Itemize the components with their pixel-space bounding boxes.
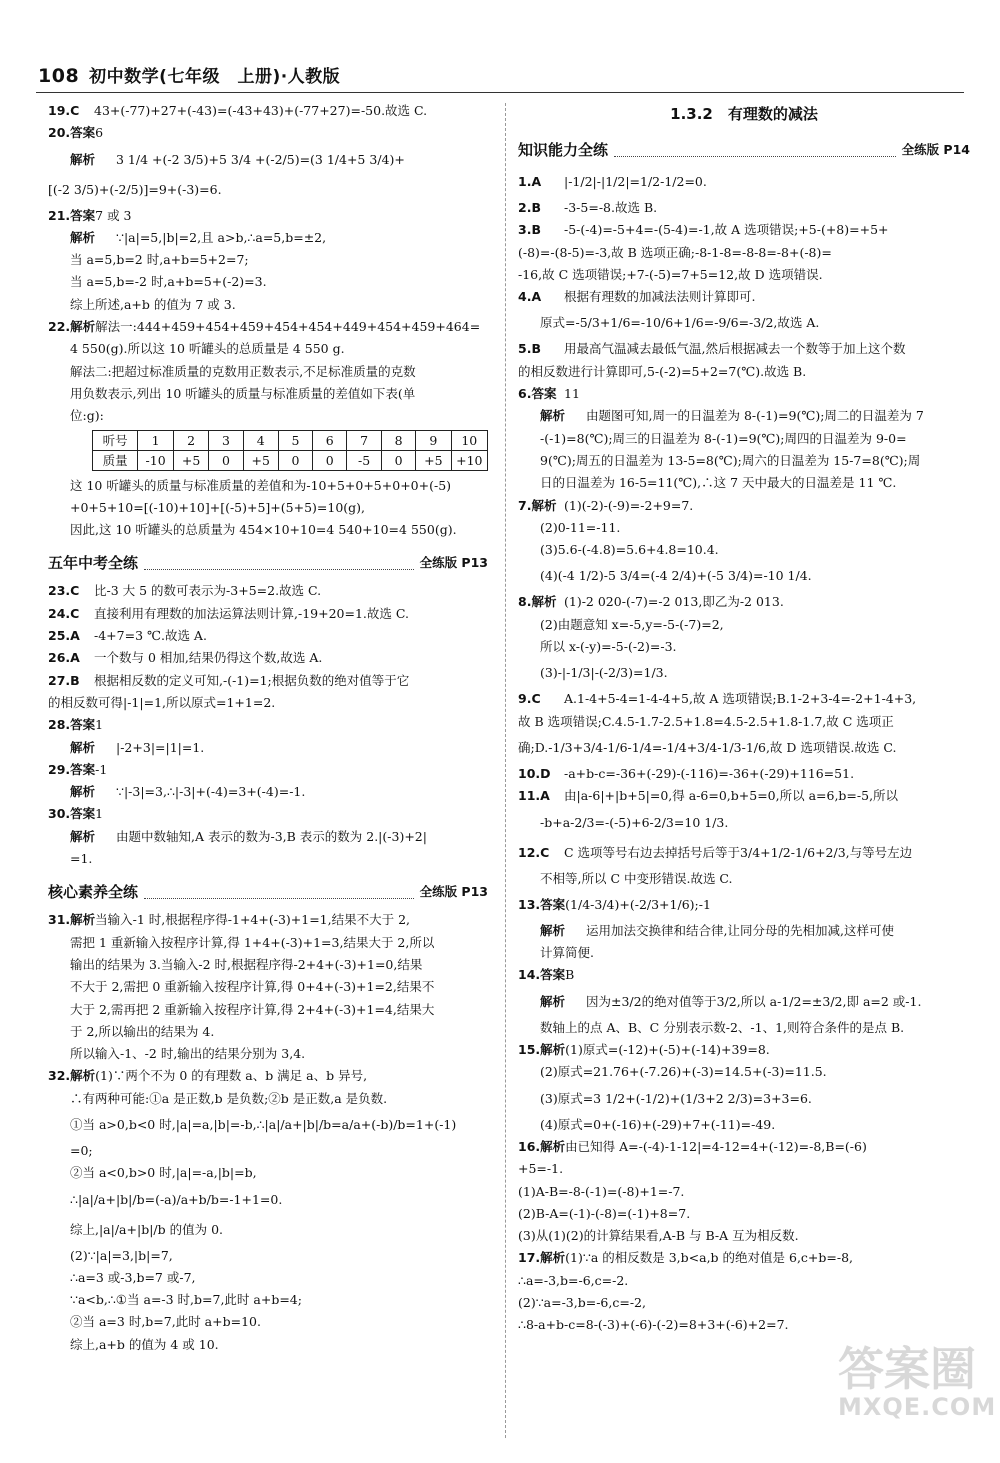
answer-text: 当 a=5,b=2 时,a+b=5+2=7;	[70, 252, 249, 268]
page-header	[38, 62, 340, 87]
answer-line	[518, 808, 970, 838]
watermark	[838, 1342, 997, 1435]
answer-tag: 解析	[70, 151, 96, 167]
answer-text: |-1/2|-|1/2|=1/2-1/2=0.	[564, 174, 707, 189]
answer-text: 根据相反数的定义可知,-(-1)=1;根据负数的绝对值等于它	[94, 672, 410, 688]
answer-text: 因为±3/2的绝对值等于3/2,所以 a-1/2=±3/2,即 a=2 或-1.	[586, 993, 922, 1009]
answer-line	[48, 714, 488, 736]
answer-line	[48, 1311, 488, 1333]
answer-line	[518, 987, 970, 1017]
table-cell: 0	[313, 450, 347, 470]
answer-line	[518, 167, 970, 197]
dotted-leader	[144, 557, 414, 570]
watermark-url: MXQE.COM	[838, 1393, 997, 1421]
answer-line	[48, 1334, 488, 1356]
answer-line	[48, 625, 488, 647]
answer-text: (2)由题意知 x=-5,y=-5-(-7)=2,	[540, 616, 724, 632]
section-ref: 全练版 P14	[901, 142, 970, 157]
answer-tag: 26.A	[48, 650, 80, 666]
answer-tag: 27.B	[48, 672, 80, 688]
answer-line	[518, 338, 970, 360]
answer-list	[48, 909, 488, 1356]
answer-line	[48, 803, 488, 825]
answer-text: 原式=-5/3+1/6=-10/6+1/6=-9/6=-3/2,故选 A.	[540, 315, 820, 331]
answer-line	[518, 361, 970, 383]
answer-text: 需把 1 重新输入按程序计算,得 1+4+(-3)+1=3,结果大于 2,所以	[70, 934, 435, 950]
answer-text: 用最高气温减去最低气温,然后根据减去一个数等于加上这个数	[564, 341, 906, 357]
answer-tag: 解析	[540, 993, 566, 1009]
answer-text: 综上,|a|/a+|b|/b 的值为 0.	[70, 1221, 223, 1237]
answer-text: 数轴上的点 A、B、C 分别表示数-2、-1、1,则符合条件的是点 B.	[540, 1019, 905, 1035]
answer-text: -1	[95, 761, 108, 777]
answer-text: 所以输入-1、-2 时,输出的结果分别为 3,4.	[70, 1046, 306, 1062]
answer-text: 因此,这 10 听罐头的总质量为 454×10+10=4 540+10=4 550(g).	[70, 522, 457, 538]
table-cell: 5	[278, 430, 312, 450]
answer-line	[48, 1021, 488, 1043]
answer-line	[48, 1110, 488, 1140]
answer-tag: 32.解析	[48, 1068, 96, 1084]
answer-line	[48, 909, 488, 931]
answer-text: ∴有两种可能:①a 是正数,b 是负数;②b 是正数,a 是负数.	[70, 1090, 388, 1106]
answer-tag: 12.C	[518, 844, 550, 860]
answer-line	[48, 932, 488, 954]
answer-text: (1)(-2)-(-9)=-2+9=7.	[564, 497, 694, 513]
answer-tag: 30.答案	[48, 806, 96, 822]
answer-text: (2)B-A=(-1)-(-8)=(-1)+8=7.	[518, 1205, 691, 1221]
answer-line	[518, 450, 970, 472]
answer-text: (1)∵两个不为 0 的有理数 a、b 满足 a、b 异号,	[95, 1068, 368, 1084]
book-title: 初中数学(七年级 上册)·人教版	[89, 67, 341, 87]
answer-line	[518, 1084, 970, 1114]
answer-line	[48, 737, 488, 759]
answer-text: 综上所述,a+b 的值为 7 或 3.	[70, 296, 236, 312]
answer-line	[518, 785, 970, 807]
answer-text: 4 550(g).所以这 10 听罐头的总质量是 4 550 g.	[70, 341, 345, 357]
answer-text: ∴a=-3,b=-6,c=-2.	[518, 1272, 629, 1288]
answer-text: 由题中数轴知,A 表示的数为-3,B 表示的数为 2.|(-3)+2|	[116, 828, 427, 844]
answer-text: 所以 x-(-y)=-5-(-2)=-3.	[540, 639, 677, 655]
answer-list	[48, 475, 488, 542]
answer-text: 的相反数进行计算即可,5-(-2)=5+2=7(℃).故选 B.	[518, 363, 807, 379]
answer-tag: 20.答案	[48, 125, 96, 141]
answer-text: 于 2,所以输出的结果为 4.	[70, 1023, 215, 1039]
answer-text: ∴|a|/a+|b|/b=(-a)/a+b/b=-1+1=0.	[70, 1191, 283, 1207]
answer-line	[48, 954, 488, 976]
answer-line	[48, 497, 488, 519]
answer-text: -(-1)=8(℃);周三的日温差为 8-(-1)=9(℃);周四的日温差为 9-0=	[540, 430, 907, 446]
right-column	[518, 100, 970, 1337]
section-title: 知识能力全练	[518, 141, 609, 159]
answer-line	[48, 383, 488, 405]
answer-line	[518, 636, 970, 658]
answer-text: 位:g):	[70, 408, 104, 424]
answer-line	[518, 890, 970, 920]
answer-line	[518, 219, 970, 241]
answer-tag: 14.答案	[518, 967, 566, 983]
answer-tag: 24.C	[48, 605, 80, 621]
answer-text: (1)-2 020-(-7)=-2 013,即乙为-2 013.	[564, 594, 784, 610]
answer-line	[48, 580, 488, 602]
answer-list	[48, 100, 488, 428]
page-number: 108	[38, 65, 80, 87]
answer-line	[518, 1061, 970, 1083]
answer-tag: 15.解析	[518, 1042, 566, 1058]
answer-line	[518, 1039, 970, 1061]
answer-line	[518, 920, 970, 942]
answer-line	[48, 249, 488, 271]
answer-line	[48, 227, 488, 249]
answer-text: 6	[95, 125, 104, 141]
answer-text: C 选项等号右边去掉括号后等于3/4+1/2-1/6+2/3,与等号左边	[564, 844, 913, 860]
answer-tag: 9.C	[518, 691, 541, 707]
answer-text: +0+5+10=[(-10)+10]+[(-5)+5]+(5+5)=10(g),	[70, 499, 366, 515]
answer-line	[48, 294, 488, 316]
answer-list	[48, 580, 488, 870]
table-cell: 0	[209, 450, 243, 470]
dotted-leader	[144, 886, 414, 899]
answer-text: 1	[95, 717, 104, 733]
answer-line	[518, 428, 970, 450]
answer-text: 解法二:把超过标准质量的克数用正数表示,不足标准质量的克数	[70, 363, 416, 379]
section-title: 核心素养全练	[48, 883, 139, 902]
answer-text: -3-5=-8.故选 B.	[564, 200, 658, 215]
answer-text: +5=-1.	[518, 1161, 564, 1177]
answer-text: 由已知得 A=-(-4)-1-12|=4-12=4+(-12)=-8,B=(-6)	[565, 1138, 867, 1154]
answer-line	[48, 1267, 488, 1289]
answer-text: -a+b-c=-36+(-29)-(-116)=-36+(-29)+116=51.	[564, 765, 855, 781]
answer-line	[518, 1017, 970, 1039]
column-divider	[505, 103, 506, 1438]
answer-line	[48, 976, 488, 998]
answer-text: 不大于 2,需把 0 重新输入按程序计算,得 0+4+(-3)+1=2,结果不	[70, 979, 435, 995]
answer-line	[48, 603, 488, 625]
answer-text: =0;	[70, 1142, 93, 1158]
answer-tag: 21.答案	[48, 207, 96, 223]
table-cell: +10	[451, 450, 487, 470]
answer-line	[48, 205, 488, 227]
answer-line	[48, 271, 488, 293]
answer-text: 由题图可知,周一的日温差为 8-(-1)=9(℃);周二的日温差为 7	[586, 408, 924, 424]
answer-text: 11	[564, 386, 580, 402]
table-cell: 2	[173, 430, 208, 450]
answer-line	[518, 942, 970, 964]
answer-line	[518, 405, 970, 427]
answer-text: 43+(-77)+27+(-43)=(-43+43)+(-77+27)=-50.故选 C.	[94, 103, 428, 118]
answer-tag: 5.B	[518, 341, 541, 357]
answer-text: -16,故 C 选项错误;+7-(-5)=7+5=12,故 D 选项错误.	[518, 266, 823, 282]
answer-tag: 19.C	[48, 103, 80, 118]
answer-line	[518, 517, 970, 539]
answer-tag: 13.答案	[518, 896, 566, 912]
answer-line	[518, 472, 970, 494]
answer-text: 比-3 大 5 的数可表示为-3+5=2.故选 C.	[94, 583, 322, 599]
answer-text: (3)-|-1/3|-(-2/3)=1/3.	[540, 665, 668, 681]
answer-line	[48, 145, 488, 175]
answer-line	[48, 826, 488, 848]
answer-line	[48, 316, 488, 338]
answer-line	[518, 1247, 970, 1269]
answer-tag: 3.B	[518, 222, 541, 238]
answer-text: 不相等,所以 C 中变形错误.故选 C.	[540, 870, 733, 886]
data-table	[92, 430, 488, 471]
answer-tag: 31.解析	[48, 912, 96, 928]
answer-text: ∴8-a+b-c=8-(-3)+(-6)-(-2)=8+3+(-6)+2=7.	[518, 1317, 789, 1333]
answer-text: (3)原式=3 1/2+(-1/2)+(1/3+2 2/3)=3+3=6.	[540, 1090, 812, 1106]
answer-line	[518, 1203, 970, 1225]
answer-text: 运用加法交换律和结合律,让同分母的先相加减,这样可使	[586, 922, 894, 938]
answer-line	[518, 264, 970, 286]
answer-text: (1)A-B=-8-(-1)=(-8)+1=-7.	[518, 1183, 685, 1199]
answer-text: 一个数与 0 相加,结果仍得这个数,故选 A.	[94, 650, 323, 666]
answer-text: 当输入-1 时,根据程序得-1+4+(-3)+1=1,结果不大于 2,	[95, 912, 411, 928]
answer-tag: 10.D	[518, 765, 551, 781]
answer-line	[48, 475, 488, 497]
answer-line	[518, 1225, 970, 1247]
table-cell: 4	[243, 430, 278, 450]
table-cell: 6	[313, 430, 347, 450]
left-column	[48, 100, 488, 1356]
answer-tag: 8.解析	[518, 594, 557, 610]
answer-text: [(-2 3/5)+(-2/5)]=9+(-3)=6.	[48, 181, 222, 197]
answer-line	[48, 781, 488, 803]
dotted-leader	[614, 144, 896, 157]
answer-line	[518, 1181, 970, 1203]
answer-tag: 22.解析	[48, 319, 96, 335]
answer-tag: 解析	[540, 922, 566, 938]
answer-text: 7 或 3	[95, 207, 132, 223]
answer-line	[518, 711, 970, 733]
answer-text: (2)原式=21.76+(-7.26)+(-3)=14.5+(-3)=11.5.	[540, 1064, 827, 1080]
table-cell: 10	[451, 430, 487, 450]
table-cell: 8	[381, 430, 415, 450]
answer-line	[518, 1136, 970, 1158]
answer-text: -5-(-4)=-5+4=-(5-4)=-1,故 A 选项错误;+5-(+8)=+5+	[564, 222, 889, 238]
answer-line	[518, 1292, 970, 1314]
answer-text: -b+a-2/3=-(-5)+6-2/3=10 1/3.	[540, 814, 729, 830]
answer-line	[48, 1065, 488, 1087]
answer-line	[48, 361, 488, 383]
answer-text: 大于 2,需再把 2 重新输入按程序计算,得 2+4+(-3)+1=4,结果大	[70, 1001, 435, 1017]
answer-text: B	[565, 967, 575, 983]
answer-text: ∵|a|=5,|b|=2,且 a>b,∴a=5,b=±2,	[116, 229, 327, 245]
answer-text: 直接利用有理数的加法运算法则计算,-19+20=1.故选 C.	[94, 605, 409, 621]
answer-text: (2)∵a=-3,b=-6,c=-2,	[518, 1294, 646, 1310]
section-title: 五年中考全练	[48, 554, 139, 573]
answer-text: ②当 a=3 时,b=7,此时 a+b=10.	[70, 1314, 261, 1330]
answer-tag: 解析	[70, 229, 96, 245]
answer-text: (4)原式=0+(-16)+(-29)+7+(-11)=-49.	[540, 1116, 776, 1132]
topic-title: 1.3.2 有理数的减法	[670, 105, 818, 123]
answer-text: 的相反数可得|-1|=1,所以原式=1+1=2.	[48, 694, 276, 710]
answer-list	[518, 167, 970, 1337]
answer-text: ①当 a>0,b<0 时,|a|=a,|b|=-b,∴|a|/a+|b|/b=a/a+(-b)/b=1+(-1)	[70, 1116, 457, 1132]
table-cell: 7	[347, 430, 382, 450]
answer-line	[48, 759, 488, 781]
answer-line	[48, 1185, 488, 1215]
answer-text: (1/4-3/4)+(-2/3+1/6);-1	[565, 896, 711, 912]
section-ref: 全练版 P13	[419, 555, 488, 571]
answer-line	[48, 1088, 488, 1110]
answer-text: ∵a<b,∴①当 a=-3 时,b=7,此时 a+b=4;	[70, 1292, 302, 1308]
table-header-cell: 质量	[93, 450, 138, 470]
answer-text: 计算简便.	[540, 945, 594, 961]
answer-line	[518, 495, 970, 517]
answer-line	[518, 308, 970, 338]
answer-line	[518, 242, 970, 264]
answer-tag: 25.A	[48, 628, 80, 644]
table-cell: -5	[347, 450, 382, 470]
answer-text: 输出的结果为 3.当输入-2 时,根据程序得-2+4+(-3)+1=0,结果	[70, 956, 423, 972]
answer-text: 解法一:444+459+454+459+454+454+449+454+459+464=	[95, 319, 481, 335]
table-cell: 0	[278, 450, 312, 470]
answer-line	[518, 383, 970, 405]
answer-text: (-8)=-(8-5)=-3,故 B 选项正确;-8-1-8=-8-8=-8+(-8)=	[518, 244, 832, 260]
table-cell: +5	[243, 450, 278, 470]
answer-tag: 7.解析	[518, 497, 557, 513]
table-header-cell: 听号	[93, 430, 138, 450]
answer-text: =1.	[70, 851, 93, 867]
answer-line	[518, 733, 970, 763]
answer-line	[48, 692, 488, 714]
answer-text: 这 10 听罐头的质量与标准质量的差值和为-10+5+0+5+0+0+(-5)	[70, 477, 452, 493]
section-header-hexin	[48, 879, 488, 905]
answer-tag: 23.C	[48, 583, 80, 599]
answer-tag: 解析	[70, 828, 96, 844]
answer-tag: 29.答案	[48, 761, 96, 777]
table-cell: 3	[209, 430, 243, 450]
answer-line	[48, 1162, 488, 1184]
answer-line	[518, 688, 970, 710]
watermark-logo: 答案圈	[838, 1342, 976, 1396]
answer-line	[518, 286, 970, 308]
answer-tag: 解析	[70, 784, 96, 800]
answer-text: (2)0-11=-11.	[540, 519, 621, 535]
answer-text: (3)从(1)(2)的计算结果看,A-B 与 B-A 互为相反数.	[518, 1228, 799, 1244]
answer-text: 根据有理数的加减法法则计算即可.	[564, 289, 756, 305]
answer-text: (4)(-4 1/2)-5 3/4=(-4 2/4)+(-5 3/4)=-10 1/4.	[540, 568, 812, 584]
answer-line	[518, 539, 970, 561]
answer-line	[48, 519, 488, 541]
answer-tag: 6.答案	[518, 386, 557, 402]
answer-tag: 17.解析	[518, 1250, 566, 1266]
answer-text: ∴a=3 或-3,b=7 或-7,	[70, 1269, 196, 1285]
answer-text: 综上,a+b 的值为 4 或 10.	[70, 1336, 219, 1352]
answer-text: (2)∵|a|=3,|b|=7,	[70, 1247, 173, 1263]
answer-text: 日的日温差为 16-5=11(℃),∴这 7 天中最大的日温差是 11 ℃.	[540, 475, 897, 491]
answer-line	[518, 1158, 970, 1180]
answer-line	[48, 1140, 488, 1162]
answer-text: 故 B 选项错误;C.4.5-1.7-2.5+1.8=4.5-2.5+1.8-1.7,故 C 选项正	[518, 713, 894, 729]
answer-tag: 解析	[70, 739, 96, 755]
answer-line	[48, 1245, 488, 1267]
answer-text: (3)5.6-(-4.8)=5.6+4.8=10.4.	[540, 542, 719, 558]
section-header-wunian	[48, 550, 488, 576]
answer-tag: 11.A	[518, 788, 550, 804]
answer-text: 当 a=5,b=-2 时,a+b=5+(-2)=3.	[70, 274, 267, 290]
table-cell: +5	[416, 450, 451, 470]
answer-line	[518, 1270, 970, 1292]
answer-line	[518, 964, 970, 986]
answer-text: A.1-4+5-4=1-4-4+5,故 A 选项错误;B.1-2+3-4=-2+1-4+3,	[564, 691, 917, 707]
section-ref: 全练版 P13	[419, 884, 488, 900]
answer-text: 确;D.-1/3+3/4-1/6-1/4=-1/4+3/4-1/3-1/6,故 D 选项错误.故选 C.	[518, 739, 897, 755]
answer-line	[518, 868, 970, 890]
answer-line	[48, 670, 488, 692]
answer-line	[48, 1043, 488, 1065]
answer-text: ∵|-3|=3,∴|-3|+(-4)=3+(-4)=-1.	[116, 784, 306, 800]
answer-text: 9(℃);周五的日温差为 13-5=8(℃);周六的日温差为 15-7=8(℃);周	[540, 452, 921, 468]
answer-text: -4+7=3 ℃.故选 A.	[94, 628, 207, 644]
answer-line	[518, 591, 970, 613]
answer-text: 用负数表示,列出 10 听罐头的质量与标准质量的差值如下表(单	[70, 385, 416, 401]
table-cell: 1	[138, 430, 174, 450]
answer-tag: 解析	[540, 408, 566, 424]
answer-text: 由|a-6|+|b+5|=0,得 a-6=0,b+5=0,所以 a=6,b=-5,所以	[564, 788, 899, 804]
answer-line	[48, 175, 488, 205]
answer-line	[48, 848, 488, 870]
answer-line	[48, 1289, 488, 1311]
answer-line	[518, 614, 970, 636]
answer-line	[48, 999, 488, 1021]
answer-line	[518, 561, 970, 591]
table-cell: -10	[138, 450, 174, 470]
answer-line	[518, 838, 970, 868]
answer-line	[518, 1114, 970, 1136]
answer-line	[48, 1215, 488, 1245]
header-rule	[36, 92, 964, 93]
section-header-zhishi	[518, 137, 970, 163]
answer-line	[48, 647, 488, 669]
answer-line	[518, 763, 970, 785]
answer-line	[48, 100, 488, 122]
answer-text: 1	[95, 806, 104, 822]
answer-tag: 28.答案	[48, 717, 96, 733]
answer-tag: 16.解析	[518, 1138, 566, 1154]
answer-text: ②当 a<0,b>0 时,|a|=-a,|b|=b,	[70, 1165, 257, 1181]
answer-tag: 4.A	[518, 289, 542, 305]
answer-line	[48, 122, 488, 144]
answer-tag: 2.B	[518, 200, 541, 215]
answer-text: (1)∵a 的相反数是 3,b<a,b 的绝对值是 6,c+b=-8,	[565, 1250, 854, 1266]
answer-line	[518, 658, 970, 688]
answer-line	[518, 1314, 970, 1336]
answer-line	[48, 338, 488, 360]
answer-line	[48, 405, 488, 427]
answer-line	[518, 197, 970, 219]
answer-text: 3 1/4 +(-2 3/5)+5 3/4 +(-2/5)=(3 1/4+5 3/4)+	[116, 151, 405, 167]
answer-text: (1)原式=(-12)+(-5)+(-14)+39=8.	[565, 1042, 770, 1058]
table-cell: +5	[173, 450, 208, 470]
table-cell: 9	[416, 430, 451, 450]
answer-tag: 1.A	[518, 174, 542, 189]
answer-text: |-2+3|=|1|=1.	[116, 739, 205, 755]
table-cell: 0	[381, 450, 415, 470]
